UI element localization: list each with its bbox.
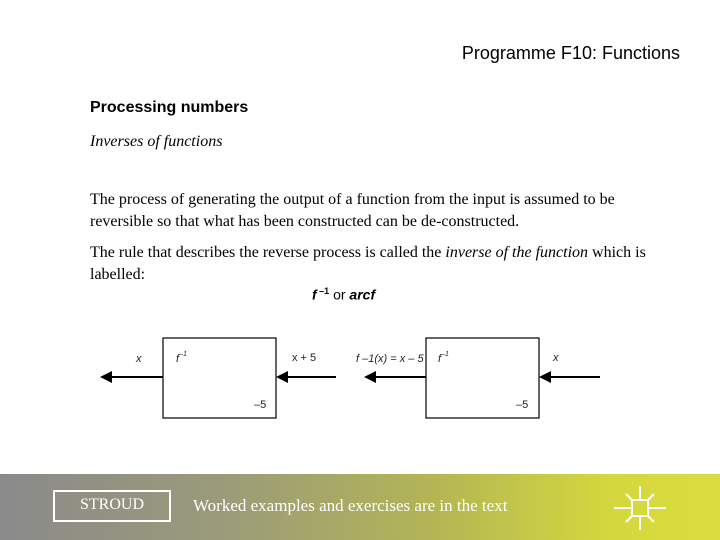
footer-note: Worked examples and exercises are in the text	[193, 496, 508, 515]
section-title: Processing numbers	[90, 99, 249, 116]
notation-superscript: –1	[316, 286, 330, 296]
right-output-label: f –1(x) = x – 5	[356, 353, 424, 365]
notation-arcf: arcf	[349, 286, 376, 303]
right-constant-label: –5	[516, 399, 529, 411]
paragraph-inverse-end: which is labelled:	[90, 244, 646, 283]
left-constant-label: –5	[254, 399, 267, 411]
right-input-arrowhead	[539, 371, 551, 383]
right-box-label: $f^{-1}$	[438, 351, 449, 365]
right-input-label: x	[553, 352, 559, 364]
left-output-arrowhead	[100, 371, 112, 383]
programme-title: Programme F10: Functions	[461, 43, 680, 63]
compass-cross-icon	[612, 484, 668, 532]
left-input-arrowhead	[276, 371, 288, 383]
left-output-label: x	[136, 353, 142, 365]
paragraph-inverse-emphasis: inverse of the function	[445, 244, 589, 261]
paragraph-inverse-start: The rule that describes the reverse process is called the	[90, 244, 446, 261]
paragraph-reversible: The process of generating the output of a function from the input is assumed to be reversible so that what has been constructed can be de-constructed.	[90, 191, 615, 230]
stroud-logo: STROUD	[53, 490, 171, 522]
left-input-label: x + 5	[292, 352, 317, 364]
left-box-label: $f^{-1}$	[176, 351, 187, 365]
notation-f: f	[312, 286, 317, 303]
notation-or: or	[329, 286, 350, 303]
right-output-arrowhead	[364, 371, 376, 383]
section-subtitle: Inverses of functions	[90, 133, 223, 150]
